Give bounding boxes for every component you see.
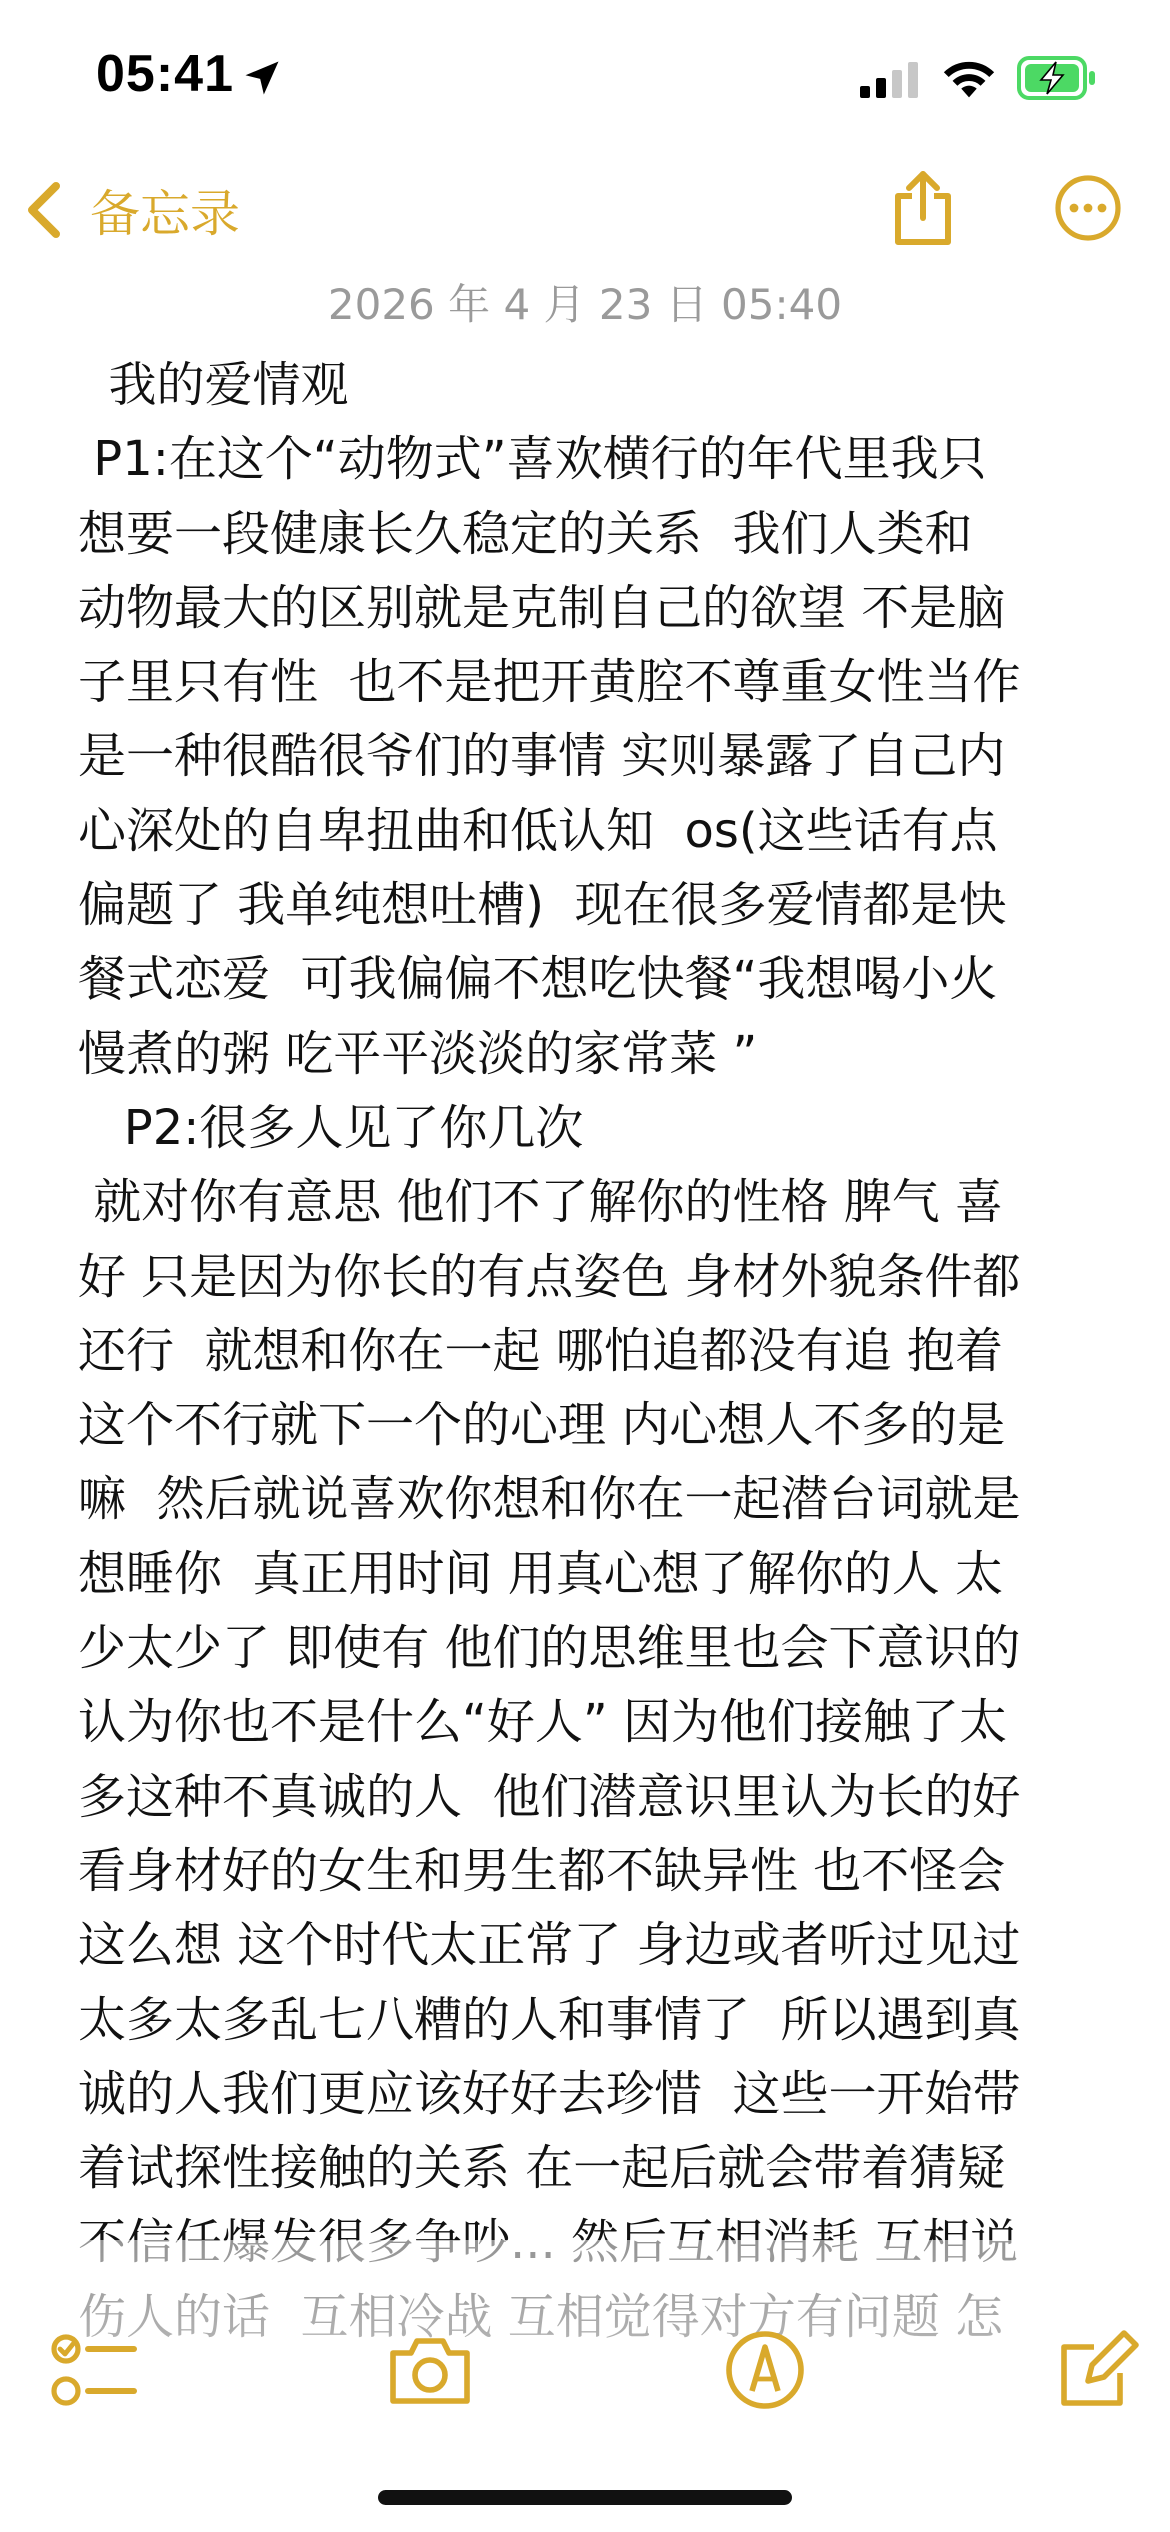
note-line: 多这种不真诚的人 他们潜意识里认为长的好	[78, 1768, 1021, 1825]
markup-pen-icon[interactable]	[720, 2325, 810, 2415]
note-line: 慢煮的粥 吃平平淡淡的家常菜 ”	[78, 1025, 758, 1082]
note-line: 少太少了 即使有 他们的思维里也会下意识的	[78, 1620, 1021, 1677]
note-line: P1:在这个“动物式”喜欢横行的年代里我只	[78, 431, 987, 488]
note-line: 太多太多乱七八糟的人和事情了 所以遇到真	[78, 1991, 1021, 2048]
note-line: 着试探性接触的关系 在一起后就会带着猜疑	[78, 2140, 1006, 2197]
wifi-icon	[940, 56, 998, 100]
camera-icon[interactable]	[385, 2325, 475, 2415]
note-line: 动物最大的区别就是克制自己的欲望 不是脑	[78, 579, 1006, 636]
battery-charging-icon	[1016, 56, 1098, 100]
status-time: 05:41	[96, 45, 234, 103]
note-line: 就对你有意思 他们不了解你的性格 脾气 喜	[78, 1174, 1004, 1231]
note-line: 这么想 这个时代太正常了 身边或者听过见过	[78, 1917, 1021, 1974]
note-line: 嘛 然后就说喜欢你想和你在一起潜台词就是	[78, 1471, 1021, 1528]
cellular-signal-icon	[858, 60, 920, 100]
note-line: 好 只是因为你长的有点姿色 身材外貌条件都	[78, 1248, 1021, 1305]
home-indicator	[378, 2490, 792, 2505]
note-line: 想睡你 真正用时间 用真心想了解你的人 太	[78, 1545, 1004, 1602]
note-line: 餐式恋爱 可我偏偏不想吃快餐“我想喝小火	[78, 951, 998, 1008]
note-line: 想要一段健康长久稳定的关系 我们人类和	[78, 505, 973, 562]
note-date: 2026 年 4 月 23 日 05:40	[327, 280, 843, 329]
back-button[interactable]	[24, 170, 240, 250]
note-line: 我的爱情观	[78, 357, 349, 413]
note-line: 心深处的自卑扭曲和低认知 os(这些话有点	[78, 802, 998, 859]
status-bar	[0, 0, 1170, 150]
note-line: 看身材好的女生和男生都不缺异性 也不怪会	[78, 1842, 1006, 1899]
location-arrow-icon	[240, 56, 284, 100]
note-body[interactable]	[78, 348, 1108, 2288]
share-icon[interactable]	[890, 168, 956, 248]
note-line: 子里只有性 也不是把开黄腔不尊重女性当作	[78, 654, 1021, 711]
more-ellipsis-icon[interactable]	[1054, 174, 1122, 242]
note-line: 是一种很酷很爷们的事情 实则暴露了自己内	[78, 728, 1006, 785]
note-line: 偏题了 我单纯想吐槽) 现在很多爱情都是快	[78, 877, 1007, 934]
note-line: 还行 就想和你在一起 哪怕追都没有追 抱着	[78, 1322, 1004, 1379]
back-label: 备忘录	[90, 185, 240, 243]
note-line: P2:很多人见了你几次	[78, 1099, 584, 1156]
chevron-left-icon	[24, 180, 64, 240]
note-line: 这个不行就下一个的心理 内心想人不多的是	[78, 1397, 1006, 1454]
note-line: 诚的人我们更应该好好去珍惜 这些一开始带	[78, 2065, 1021, 2122]
bottom-toolbar	[0, 2325, 1170, 2435]
note-line: 认为你也不是什么“好人” 因为他们接触了太	[78, 1694, 1007, 1751]
nav-bar	[0, 160, 1170, 260]
checklist-icon[interactable]	[50, 2325, 140, 2415]
compose-icon[interactable]	[1052, 2325, 1142, 2415]
